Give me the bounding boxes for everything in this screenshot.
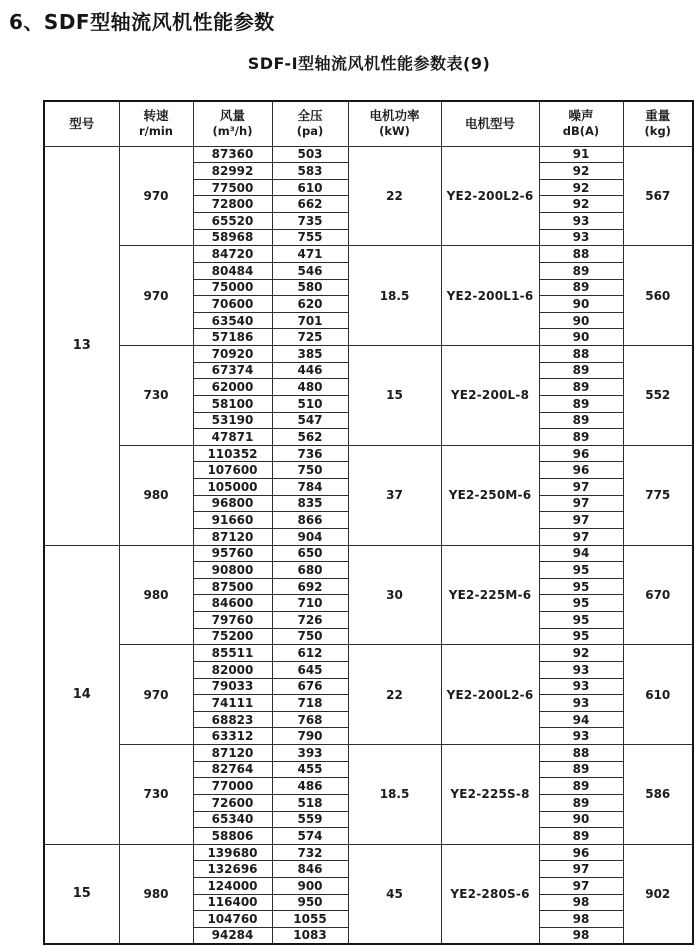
cell-pressure: 559 — [272, 811, 348, 828]
table-row — [44, 246, 693, 263]
cell-pressure: 610 — [272, 179, 348, 196]
cell-motor: YE2-225S-8 — [441, 745, 539, 845]
header-motor-power — [348, 101, 441, 146]
header-model — [44, 101, 119, 146]
cell-flow: 105000 — [193, 479, 272, 496]
cell-flow: 65340 — [193, 811, 272, 828]
cell-noise: 96 — [539, 844, 623, 861]
cell-pressure: 503 — [272, 146, 348, 163]
cell-flow: 96800 — [193, 495, 272, 512]
table-body — [44, 146, 693, 944]
cell-pressure: 904 — [272, 528, 348, 545]
cell-pressure: 701 — [272, 312, 348, 329]
cell-noise: 92 — [539, 179, 623, 196]
cell-noise: 97 — [539, 479, 623, 496]
cell-pressure: 784 — [272, 479, 348, 496]
cell-flow: 90800 — [193, 562, 272, 579]
table-row — [44, 645, 693, 662]
cell-noise: 94 — [539, 545, 623, 562]
cell-noise: 98 — [539, 927, 623, 944]
cell-power: 22 — [348, 645, 441, 745]
cell-flow: 82764 — [193, 761, 272, 778]
header-airflow-unit: (m³/h) — [212, 124, 253, 139]
table-container — [43, 100, 694, 945]
cell-flow: 70600 — [193, 296, 272, 313]
cell-noise: 89 — [539, 778, 623, 795]
cell-model: 13 — [44, 146, 119, 545]
cell-noise: 88 — [539, 246, 623, 263]
table-header — [44, 101, 693, 146]
cell-flow: 62000 — [193, 379, 272, 396]
cell-speed: 970 — [119, 146, 193, 246]
cell-weight: 610 — [623, 645, 693, 745]
cell-flow: 75000 — [193, 279, 272, 296]
cell-pressure: 725 — [272, 329, 348, 346]
cell-noise: 89 — [539, 262, 623, 279]
cell-flow: 104760 — [193, 911, 272, 928]
cell-power: 18.5 — [348, 745, 441, 845]
cell-pressure: 768 — [272, 711, 348, 728]
cell-pressure: 692 — [272, 578, 348, 595]
cell-pressure: 562 — [272, 429, 348, 446]
header-noise-unit: dB(A) — [562, 124, 600, 139]
cell-motor: YE2-225M-6 — [441, 545, 539, 645]
cell-pressure: 580 — [272, 279, 348, 296]
cell-pressure: 750 — [272, 628, 348, 645]
cell-speed: 980 — [119, 445, 193, 545]
cell-motor: YE2-200L2-6 — [441, 645, 539, 745]
cell-noise: 90 — [539, 811, 623, 828]
cell-pressure: 680 — [272, 562, 348, 579]
cell-flow: 84720 — [193, 246, 272, 263]
cell-weight: 552 — [623, 346, 693, 446]
cell-flow: 116400 — [193, 894, 272, 911]
cell-speed: 970 — [119, 246, 193, 346]
cell-weight: 586 — [623, 745, 693, 845]
cell-noise: 88 — [539, 346, 623, 363]
cell-noise: 89 — [539, 395, 623, 412]
cell-pressure: 574 — [272, 828, 348, 845]
cell-pressure: 726 — [272, 612, 348, 629]
header-pressure-unit: (pa) — [296, 124, 324, 139]
cell-speed: 970 — [119, 645, 193, 745]
cell-flow: 82000 — [193, 661, 272, 678]
cell-flow: 84600 — [193, 595, 272, 612]
cell-pressure: 546 — [272, 262, 348, 279]
cell-pressure: 900 — [272, 878, 348, 895]
cell-flow: 75200 — [193, 628, 272, 645]
cell-power: 45 — [348, 844, 441, 944]
cell-noise: 95 — [539, 612, 623, 629]
cell-noise: 89 — [539, 379, 623, 396]
header-pressure — [272, 101, 348, 146]
cell-speed: 730 — [119, 745, 193, 845]
cell-flow: 80484 — [193, 262, 272, 279]
cell-flow: 70920 — [193, 346, 272, 363]
cell-noise: 89 — [539, 828, 623, 845]
cell-flow: 132696 — [193, 861, 272, 878]
cell-flow: 79033 — [193, 678, 272, 695]
cell-motor: YE2-200L-8 — [441, 346, 539, 446]
cell-noise: 98 — [539, 911, 623, 928]
cell-flow: 72600 — [193, 794, 272, 811]
header-motor-power-label: 电机功率 — [369, 108, 420, 124]
cell-flow: 95760 — [193, 545, 272, 562]
cell-pressure: 718 — [272, 695, 348, 712]
cell-pressure: 950 — [272, 894, 348, 911]
cell-flow: 63540 — [193, 312, 272, 329]
cell-flow: 68823 — [193, 711, 272, 728]
cell-motor: YE2-250M-6 — [441, 445, 539, 545]
cell-flow: 124000 — [193, 878, 272, 895]
cell-noise: 97 — [539, 861, 623, 878]
cell-pressure: 710 — [272, 595, 348, 612]
cell-motor: YE2-200L2-6 — [441, 146, 539, 246]
cell-flow: 77000 — [193, 778, 272, 795]
fan-parameters-table — [43, 100, 694, 945]
cell-noise: 88 — [539, 745, 623, 762]
header-pressure-label: 全压 — [297, 108, 323, 124]
cell-pressure: 736 — [272, 445, 348, 462]
cell-pressure: 735 — [272, 213, 348, 230]
cell-flow: 58100 — [193, 395, 272, 412]
cell-pressure: 620 — [272, 296, 348, 313]
header-airflow — [193, 101, 272, 146]
header-motor-model — [441, 101, 539, 146]
table-header-row — [44, 101, 693, 146]
cell-flow: 87500 — [193, 578, 272, 595]
cell-speed: 980 — [119, 844, 193, 944]
cell-pressure: 790 — [272, 728, 348, 745]
header-airflow-label: 风量 — [219, 108, 245, 124]
cell-pressure: 385 — [272, 346, 348, 363]
cell-pressure: 755 — [272, 229, 348, 246]
cell-flow: 53190 — [193, 412, 272, 429]
cell-model: 14 — [44, 545, 119, 844]
cell-noise: 95 — [539, 628, 623, 645]
cell-noise: 91 — [539, 146, 623, 163]
cell-flow: 107600 — [193, 462, 272, 479]
cell-motor: YE2-200L1-6 — [441, 246, 539, 346]
header-speed — [119, 101, 193, 146]
cell-flow: 58968 — [193, 229, 272, 246]
cell-flow: 85511 — [193, 645, 272, 662]
cell-pressure: 480 — [272, 379, 348, 396]
cell-noise: 89 — [539, 794, 623, 811]
cell-flow: 65520 — [193, 213, 272, 230]
cell-noise: 92 — [539, 645, 623, 662]
cell-noise: 97 — [539, 878, 623, 895]
cell-flow: 79760 — [193, 612, 272, 629]
cell-noise: 97 — [539, 528, 623, 545]
header-weight — [623, 101, 693, 146]
cell-pressure: 835 — [272, 495, 348, 512]
cell-flow: 139680 — [193, 844, 272, 861]
cell-pressure: 583 — [272, 163, 348, 180]
cell-pressure: 446 — [272, 362, 348, 379]
cell-flow: 74111 — [193, 695, 272, 712]
cell-pressure: 750 — [272, 462, 348, 479]
cell-noise: 93 — [539, 661, 623, 678]
cell-pressure: 471 — [272, 246, 348, 263]
cell-power: 18.5 — [348, 246, 441, 346]
cell-pressure: 1055 — [272, 911, 348, 928]
cell-weight: 902 — [623, 844, 693, 944]
header-speed-label: 转速 — [143, 108, 169, 124]
cell-noise: 93 — [539, 728, 623, 745]
cell-flow: 72800 — [193, 196, 272, 213]
table-row — [44, 545, 693, 562]
cell-noise: 97 — [539, 512, 623, 529]
cell-noise: 93 — [539, 213, 623, 230]
header-noise-label: 噪声 — [568, 108, 594, 124]
cell-flow: 87120 — [193, 745, 272, 762]
cell-pressure: 846 — [272, 861, 348, 878]
cell-pressure: 676 — [272, 678, 348, 695]
header-motor-model-label: 电机型号 — [464, 115, 515, 131]
cell-pressure: 662 — [272, 196, 348, 213]
cell-noise: 89 — [539, 279, 623, 296]
cell-pressure: 393 — [272, 745, 348, 762]
header-weight-label: 重量 — [645, 108, 671, 124]
cell-weight: 670 — [623, 545, 693, 645]
table-caption: SDF-I型轴流风机性能参数表(9) — [247, 54, 491, 73]
cell-flow: 87360 — [193, 146, 272, 163]
cell-noise: 93 — [539, 695, 623, 712]
header-motor-power-unit: (kW) — [379, 124, 410, 139]
cell-flow: 82992 — [193, 163, 272, 180]
cell-flow: 110352 — [193, 445, 272, 462]
table-row — [44, 745, 693, 762]
cell-noise: 96 — [539, 462, 623, 479]
cell-noise: 89 — [539, 362, 623, 379]
cell-weight: 567 — [623, 146, 693, 246]
cell-noise: 89 — [539, 429, 623, 446]
cell-power: 15 — [348, 346, 441, 446]
cell-flow: 47871 — [193, 429, 272, 446]
header-speed-unit: r/min — [139, 124, 173, 139]
cell-noise: 89 — [539, 761, 623, 778]
header-noise — [539, 101, 623, 146]
cell-flow: 94284 — [193, 927, 272, 944]
cell-noise: 90 — [539, 296, 623, 313]
page-title: 6、SDF型轴流风机性能参数 — [9, 10, 275, 34]
cell-noise: 95 — [539, 578, 623, 595]
cell-flow: 77500 — [193, 179, 272, 196]
cell-power: 37 — [348, 445, 441, 545]
cell-flow: 63312 — [193, 728, 272, 745]
cell-speed: 980 — [119, 545, 193, 645]
cell-power: 30 — [348, 545, 441, 645]
cell-pressure: 518 — [272, 794, 348, 811]
cell-flow: 87120 — [193, 528, 272, 545]
cell-noise: 97 — [539, 495, 623, 512]
cell-pressure: 510 — [272, 395, 348, 412]
cell-model: 15 — [44, 844, 119, 944]
cell-noise: 90 — [539, 329, 623, 346]
cell-pressure: 732 — [272, 844, 348, 861]
cell-pressure: 612 — [272, 645, 348, 662]
cell-pressure: 1083 — [272, 927, 348, 944]
table-row — [44, 146, 693, 163]
cell-pressure: 866 — [272, 512, 348, 529]
cell-noise: 98 — [539, 894, 623, 911]
cell-flow: 91660 — [193, 512, 272, 529]
cell-noise: 93 — [539, 229, 623, 246]
cell-power: 22 — [348, 146, 441, 246]
cell-motor: YE2-280S-6 — [441, 844, 539, 944]
cell-flow: 67374 — [193, 362, 272, 379]
cell-noise: 95 — [539, 595, 623, 612]
cell-pressure: 645 — [272, 661, 348, 678]
cell-noise: 92 — [539, 163, 623, 180]
cell-speed: 730 — [119, 346, 193, 446]
cell-pressure: 486 — [272, 778, 348, 795]
cell-pressure: 547 — [272, 412, 348, 429]
header-model-label: 型号 — [69, 115, 95, 131]
cell-noise: 93 — [539, 678, 623, 695]
cell-flow: 58806 — [193, 828, 272, 845]
cell-noise: 94 — [539, 711, 623, 728]
cell-noise: 92 — [539, 196, 623, 213]
cell-noise: 89 — [539, 412, 623, 429]
cell-weight: 560 — [623, 246, 693, 346]
cell-flow: 57186 — [193, 329, 272, 346]
cell-noise: 96 — [539, 445, 623, 462]
header-weight-unit: (kg) — [644, 124, 671, 139]
table-row — [44, 844, 693, 861]
cell-pressure: 455 — [272, 761, 348, 778]
cell-weight: 775 — [623, 445, 693, 545]
table-row — [44, 445, 693, 462]
cell-pressure: 650 — [272, 545, 348, 562]
cell-noise: 95 — [539, 562, 623, 579]
cell-noise: 90 — [539, 312, 623, 329]
table-row — [44, 346, 693, 363]
